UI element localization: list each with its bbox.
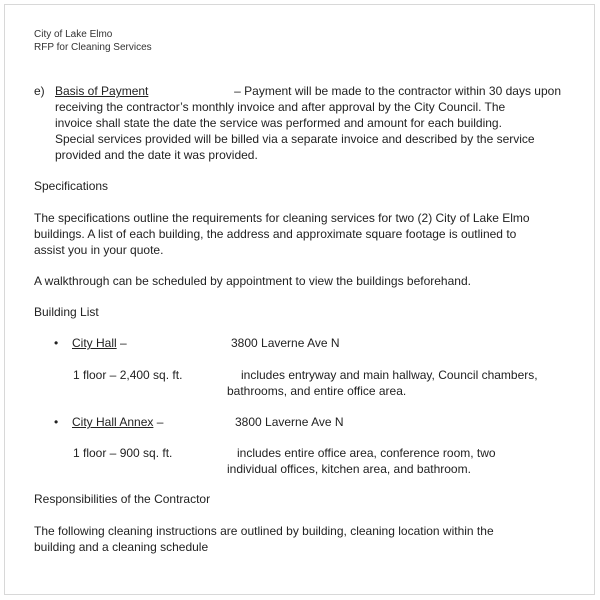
- document-page: [4, 4, 595, 595]
- building-list-heading: Building List: [34, 305, 99, 319]
- building-1-title: [72, 335, 127, 351]
- building-2-name: City Hall Annex: [72, 415, 154, 429]
- header-rfp-title: RFP for Cleaning Services: [34, 42, 152, 53]
- payment-line-1-text: – Payment will be made to the contractor within 30 days upon: [234, 84, 561, 98]
- building-1-includes-line-1: includes entryway and main hallway, Council chambers,: [241, 368, 538, 382]
- building-1-size: 1 floor – 2,400 sq. ft.: [73, 368, 183, 382]
- header-org: City of Lake Elmo: [34, 29, 113, 40]
- payment-line-4: Special services provided will be billed via a separate invoice and described by the service: [55, 132, 535, 146]
- payment-line-1: [55, 83, 561, 99]
- specifications-heading: Specifications: [34, 179, 109, 193]
- building-2-size: 1 floor – 900 sq. ft.: [73, 446, 173, 460]
- building-2-includes-line-1: [237, 445, 550, 461]
- specifications-line-2: buildings. A list of each building, the address and approximate square footage is outlined to: [34, 227, 517, 241]
- payment-line-3: invoice shall state the date the service was performed and amount for each building.: [55, 116, 502, 130]
- payment-line-2: receiving the contractor’s monthly invoice and after approval by the City Council. The: [55, 100, 506, 114]
- building-2-includes-line-1-text: includes entire office area, conference room, two: [237, 446, 496, 460]
- payment-line-5: provided and the date it was provided.: [55, 148, 258, 162]
- bullet-icon: •: [54, 415, 59, 429]
- building-2-dash: –: [153, 415, 164, 429]
- payment-marker: e): [34, 84, 45, 98]
- walkthrough-text: A walkthrough can be scheduled by appointment to view the buildings beforehand.: [34, 274, 471, 288]
- building-1-address: 3800 Laverne Ave N: [231, 336, 340, 350]
- responsibilities-line-1: The following cleaning instructions are outlined by building, cleaning location within the: [34, 524, 494, 538]
- specifications-line-3: assist you in your quote.: [34, 243, 164, 257]
- building-2-title: [72, 414, 163, 430]
- responsibilities-line-2: building and a cleaning schedule: [34, 540, 209, 554]
- payment-heading: Basis of Payment: [55, 84, 149, 98]
- building-1-dash: –: [116, 336, 127, 350]
- building-1-includes-line-2: bathrooms, and entire office area.: [227, 384, 407, 398]
- building-2-includes-line-2: individual offices, kitchen area, and bathroom.: [227, 462, 471, 476]
- building-1-name: City Hall: [72, 336, 117, 350]
- building-2-address: 3800 Laverne Ave N: [235, 415, 344, 429]
- responsibilities-heading: Responsibilities of the Contractor: [34, 492, 211, 506]
- bullet-icon: •: [54, 336, 59, 350]
- specifications-line-1: The specifications outline the requirements for cleaning services for two (2) City of Lake Elmo: [34, 211, 530, 225]
